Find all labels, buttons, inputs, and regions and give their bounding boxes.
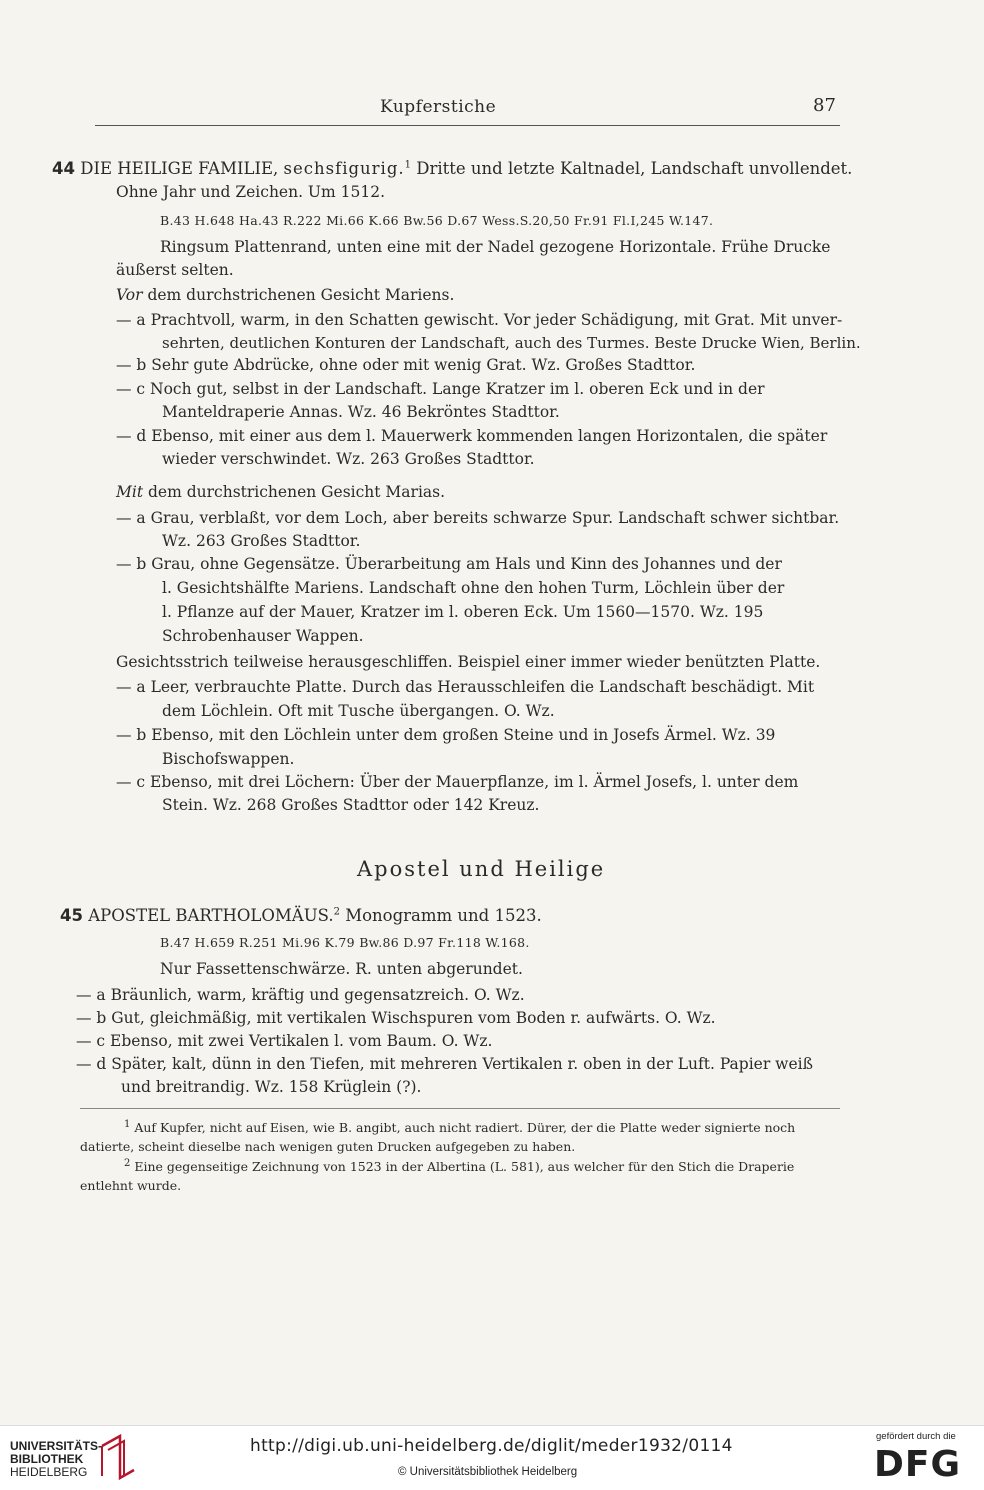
state-line: — d Ebenso, mit einer aus dem l. Mauerwerk kommenden langen Horizontalen, die später xyxy=(116,427,828,445)
viewer-footer xyxy=(0,1425,984,1490)
entry-title: DIE HEILIGE FAMILIE, xyxy=(80,159,279,178)
footnote-text: entlehnt wurde. xyxy=(80,1178,182,1193)
description: äußerst selten. xyxy=(116,261,234,279)
entry-descriptor: sechsfigurig. xyxy=(283,159,405,178)
state-line: — c Ebenso, mit drei Löchern: Über der Mauerpflanze, im l. Ärmel Josefs, l. unter dem xyxy=(116,773,799,791)
state-line: Manteldraperie Annas. Wz. 46 Bekröntes Stadttor. xyxy=(162,403,560,421)
state-line: — c Ebenso, mit zwei Vertikalen l. vom Baum. O. Wz. xyxy=(76,1032,493,1050)
library-name xyxy=(10,1440,102,1479)
library-line: BIBLIOTHEK xyxy=(10,1452,84,1466)
footnote-2 xyxy=(124,1157,794,1176)
state-line: l. Pflanze auf der Mauer, Kratzer im l. oberen Eck. Um 1560—1570. Wz. 195 xyxy=(162,603,764,621)
heading-text: dem durchstrichenen Gesicht Mariens. xyxy=(147,286,455,304)
state-line: Stein. Wz. 268 Großes Stadttor oder 142 Kreuz. xyxy=(162,796,540,814)
state-line: dem Löchlein. Oft mit Tusche übergangen. O. Wz. xyxy=(162,702,555,720)
running-head: Kupferstiche xyxy=(380,97,497,117)
italic-word: Mit xyxy=(116,483,144,501)
state-line: Bischofswappen. xyxy=(162,750,295,768)
entry-title: APOSTEL BARTHOLOMÄUS. xyxy=(88,906,334,925)
footnote-text: Eine gegenseitige Zeichnung von 1523 in der Albertina (L. 581), aus welcher für den Stich die Draperie xyxy=(134,1159,795,1174)
footnote-mark: 1 xyxy=(124,1118,131,1130)
footnote-mark: 2 xyxy=(124,1157,131,1169)
entry-45-heading xyxy=(60,905,542,927)
copyright-notice: © Universitätsbibliothek Heidelberg xyxy=(398,1466,578,1478)
dfg-logo: DFG xyxy=(874,1444,962,1485)
entry-lead: Dritte und letzte Kaltnadel, Landschaft unvollendet. xyxy=(416,159,853,178)
state-line: Schrobenhauser Wappen. xyxy=(162,627,364,645)
footnote-text: Auf Kupfer, nicht auf Eisen, wie B. angibt, auch nicht radiert. Dürer, der die Platte weder signierte noch xyxy=(134,1120,796,1135)
footnote-ref: 2 xyxy=(333,906,340,918)
state-line: — a Prachtvoll, warm, in den Schatten gewischt. Vor jeder Schädigung, mit Grat. Mit unver- xyxy=(116,311,843,329)
funding-label: gefördert durch die xyxy=(876,1431,956,1442)
entry-number: 44 xyxy=(52,159,75,178)
library-logo-icon xyxy=(98,1432,138,1482)
footnote-rule xyxy=(80,1108,840,1109)
state-line: l. Gesichtshälfte Mariens. Landschaft ohne den hohen Turm, Löchlein über der xyxy=(162,579,785,597)
state-line: — b Gut, gleichmäßig, mit vertikalen Wischspuren vom Boden r. aufwärts. O. Wz. xyxy=(76,1009,716,1027)
entry-number: 45 xyxy=(60,906,83,925)
state-line: — d Später, kalt, dünn in den Tiefen, mit mehreren Vertikalen r. oben in der Luft. Papier weiß xyxy=(76,1055,813,1073)
section-title: Apostel und Heilige xyxy=(357,857,606,881)
state-line: — b Grau, ohne Gegensätze. Überarbeitung am Hals und Kinn des Johannes und der xyxy=(116,555,782,573)
library-line: UNIVERSITÄTS- xyxy=(10,1439,103,1453)
state-group-heading xyxy=(116,481,445,503)
entry-lead: Monogramm und 1523. xyxy=(345,906,542,925)
state-line: — a Grau, verblaßt, vor dem Loch, aber bereits schwarze Spur. Landschaft schwer sichtbar. xyxy=(116,509,840,527)
state-group-heading xyxy=(116,284,454,306)
state-line: — a Bräunlich, warm, kräftig und gegensatzreich. O. Wz. xyxy=(76,986,525,1004)
library-line: HEIDELBERG xyxy=(10,1465,88,1479)
state-line: — c Noch gut, selbst in der Landschaft. Lange Kratzer im l. oberen Eck und in der xyxy=(116,380,765,398)
footnote-1 xyxy=(124,1118,795,1137)
state-group-heading: Gesichtsstrich teilweise herausgeschliffen. Beispiel einer immer wieder benützten Platte. xyxy=(116,653,821,671)
description: Ringsum Plattenrand, unten eine mit der Nadel gezogene Horizontale. Frühe Drucke xyxy=(160,238,831,256)
state-line: sehrten, deutlichen Konturen der Landschaft, auch des Turmes. Beste Drucke Wien, Berlin. xyxy=(162,334,861,352)
heading-text: dem durchstrichenen Gesicht Marias. xyxy=(148,483,446,501)
description: Nur Fassettenschwärze. R. unten abgerundet. xyxy=(160,960,523,978)
state-line: — a Leer, verbrauchte Platte. Durch das Herausschleifen die Landschaft beschädigt. Mit xyxy=(116,678,815,696)
permalink-url[interactable]: http://digi.ub.uni-heidelberg.de/diglit/meder1932/0114 xyxy=(250,1436,733,1456)
footnote-text: datierte, scheint dieselbe nach wenigen guten Drucken aufgegeben zu haben. xyxy=(80,1139,576,1154)
catalog-references: B.43 H.648 Ha.43 R.222 Mi.66 K.66 Bw.56 D.67 Wess.S.20,50 Fr.91 Fl.I,245 W.147. xyxy=(160,213,714,228)
entry-line: Ohne Jahr und Zeichen. Um 1512. xyxy=(116,183,385,201)
catalog-references: B.47 H.659 R.251 Mi.96 K.79 Bw.86 D.97 Fr.118 W.168. xyxy=(160,935,530,950)
entry-44-heading xyxy=(52,158,852,180)
footnote-ref: 1 xyxy=(404,159,412,171)
italic-word: Vor xyxy=(116,286,143,304)
state-line: — b Ebenso, mit den Löchlein unter dem großen Steine und in Josefs Ärmel. Wz. 39 xyxy=(116,726,776,744)
state-line: und breitrandig. Wz. 158 Krüglein (?). xyxy=(121,1078,422,1096)
header-rule xyxy=(95,125,840,126)
state-line: — b Sehr gute Abdrücke, ohne oder mit wenig Grat. Wz. Großes Stadttor. xyxy=(116,356,696,374)
state-line: wieder verschwindet. Wz. 263 Großes Stadttor. xyxy=(162,450,535,468)
state-line: Wz. 263 Großes Stadttor. xyxy=(162,532,361,550)
page-number: 87 xyxy=(813,95,836,116)
